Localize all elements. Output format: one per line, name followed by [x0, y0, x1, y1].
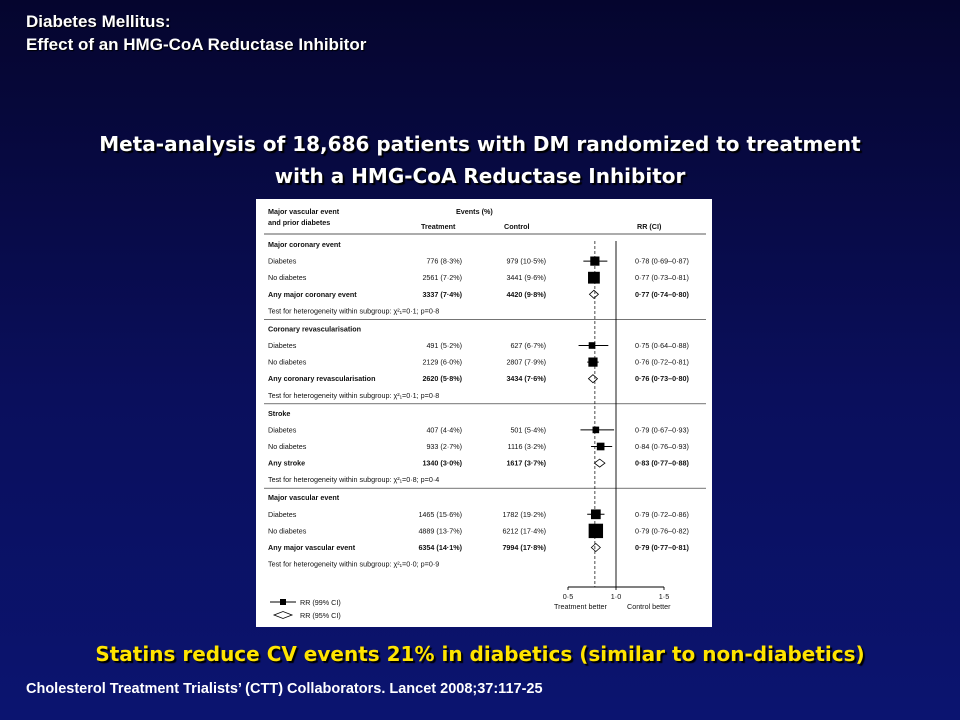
row-treatment: 1340 (3·0%)	[422, 458, 462, 468]
row-label: Diabetes	[268, 256, 297, 266]
headline-line1: Meta-analysis of 18,686 patients with DM randomized to treatment	[99, 132, 861, 156]
row-rr: 0·76 (0·72–0·81)	[635, 357, 689, 367]
slide-title	[26, 10, 366, 56]
conclusion-text: Statins reduce CV events 21% in diabetics (similar to non-diabetics)	[95, 642, 865, 666]
rr-square-marker	[597, 443, 605, 451]
rr-diamond-marker	[591, 544, 600, 552]
row-treatment: 933 (2·7%)	[426, 442, 462, 451]
row-rr: 0·83 (0·77–0·88)	[635, 458, 689, 468]
row-control: 4420 (9·8%)	[506, 289, 546, 299]
x-tick-label: 1·5	[658, 592, 670, 601]
header-col1-line1: Major vascular event	[268, 207, 340, 216]
row-rr: 0·76 (0·73–0·80)	[635, 374, 689, 384]
headline-line2: with a HMG-CoA Reductase Inhibitor	[274, 164, 686, 188]
headline	[60, 128, 900, 192]
row-treatment: 6354 (14·1%)	[418, 543, 462, 552]
x-tick-label: 0·5	[562, 592, 574, 601]
group-title: Coronary revascularisation	[268, 324, 362, 334]
row-control: 1116 (3·2%)	[507, 442, 546, 451]
row-label: Diabetes	[268, 425, 297, 435]
row-control: 627 (6·7%)	[510, 341, 546, 350]
row-label: Any coronary revascularisation	[268, 374, 376, 384]
heterogeneity-test: Test for heterogeneity within subgroup: χ²₁=0·8; p=0·4	[268, 475, 440, 485]
row-label: Diabetes	[268, 509, 297, 519]
row-treatment: 2129 (6·0%)	[422, 357, 462, 367]
row-label: No diabetes	[268, 273, 307, 283]
group-title: Major vascular event	[268, 493, 340, 503]
header-rr: RR (CI)	[637, 222, 662, 231]
row-label: No diabetes	[268, 357, 307, 367]
slide-title-line2: Effect of an HMG-CoA Reductase Inhibitor	[26, 35, 367, 54]
legend-ci95-diamond	[274, 612, 292, 619]
row-rr: 0·77 (0·73–0·81)	[635, 273, 689, 283]
rr-diamond-marker	[594, 459, 605, 467]
x-label-control-better: Control better	[627, 602, 671, 611]
rr-square-marker	[593, 427, 600, 434]
rr-diamond-marker	[589, 290, 598, 298]
forest-plot	[256, 199, 712, 627]
row-label: Diabetes	[268, 341, 297, 350]
heterogeneity-test: Test for heterogeneity within subgroup: χ²₁=0·1; p=0·8	[268, 306, 440, 316]
row-treatment: 2561 (7·2%)	[422, 273, 462, 283]
row-treatment: 1465 (15·6%)	[418, 509, 462, 519]
row-control: 501 (5·4%)	[510, 425, 546, 435]
row-treatment: 2620 (5·8%)	[422, 374, 462, 384]
legend-ci99-label: RR (99% CI)	[300, 598, 341, 607]
row-rr: 0·78 (0·69–0·87)	[635, 256, 689, 266]
row-rr: 0·79 (0·67–0·93)	[635, 425, 689, 435]
row-rr: 0·84 (0·76–0·93)	[635, 442, 689, 451]
rr-square-marker	[589, 342, 596, 349]
row-control: 1782 (19·2%)	[502, 509, 546, 519]
row-label: Any stroke	[268, 458, 306, 468]
row-treatment: 4889 (13·7%)	[418, 526, 462, 536]
rr-square-marker	[588, 272, 600, 284]
slide-title-line1: Diabetes Mellitus:	[26, 12, 171, 31]
row-control: 3434 (7·6%)	[506, 374, 546, 384]
row-control: 1617 (3·7%)	[506, 458, 546, 468]
row-label: Any major vascular event	[268, 543, 356, 552]
group-title: Stroke	[268, 408, 291, 418]
row-label: No diabetes	[268, 526, 307, 536]
row-control: 7994 (17·8%)	[502, 543, 546, 552]
header-col1-line2: and prior diabetes	[268, 218, 331, 227]
row-rr: 0·79 (0·77–0·81)	[635, 543, 689, 552]
x-tick-label: 1·0	[610, 592, 622, 601]
heterogeneity-test: Test for heterogeneity within subgroup: χ²₁=0·1; p=0·8	[268, 390, 440, 400]
row-treatment: 776 (8·3%)	[426, 256, 462, 266]
row-rr: 0·79 (0·72–0·86)	[635, 509, 689, 519]
rr-diamond-marker	[588, 375, 597, 383]
row-rr: 0·75 (0·64–0·88)	[635, 341, 689, 350]
rr-square-marker	[589, 524, 603, 538]
row-control: 3441 (9·6%)	[506, 273, 546, 283]
legend-ci99-square	[280, 599, 286, 605]
row-treatment: 491 (5·2%)	[426, 341, 462, 350]
rr-square-marker	[591, 509, 601, 519]
header-events: Events (%)	[456, 207, 493, 216]
row-control: 979 (10·5%)	[506, 256, 546, 266]
header-treatment: Treatment	[421, 222, 456, 231]
row-rr: 0·77 (0·74–0·80)	[635, 289, 689, 299]
row-label: Any major coronary event	[268, 289, 357, 299]
row-label: No diabetes	[268, 442, 307, 451]
header-control: Control	[504, 222, 530, 231]
row-control: 2807 (7·9%)	[506, 357, 546, 367]
forest-plot-figure	[256, 199, 712, 627]
group-title: Major coronary event	[268, 240, 341, 249]
citation-text: Cholesterol Treatment Trialists’ (CTT) Collaborators. Lancet 2008;37:117-25	[26, 681, 543, 697]
row-treatment: 407 (4·4%)	[426, 425, 462, 435]
x-label-treatment-better: Treatment better	[554, 602, 607, 611]
legend-ci95-label: RR (95% CI)	[300, 611, 341, 620]
row-rr: 0·79 (0·76–0·82)	[635, 526, 689, 536]
row-control: 6212 (17·4%)	[502, 526, 546, 536]
heterogeneity-test: Test for heterogeneity within subgroup: χ²₁=0·0; p=0·9	[268, 559, 440, 569]
row-treatment: 3337 (7·4%)	[422, 289, 462, 299]
rr-square-marker	[588, 358, 597, 367]
